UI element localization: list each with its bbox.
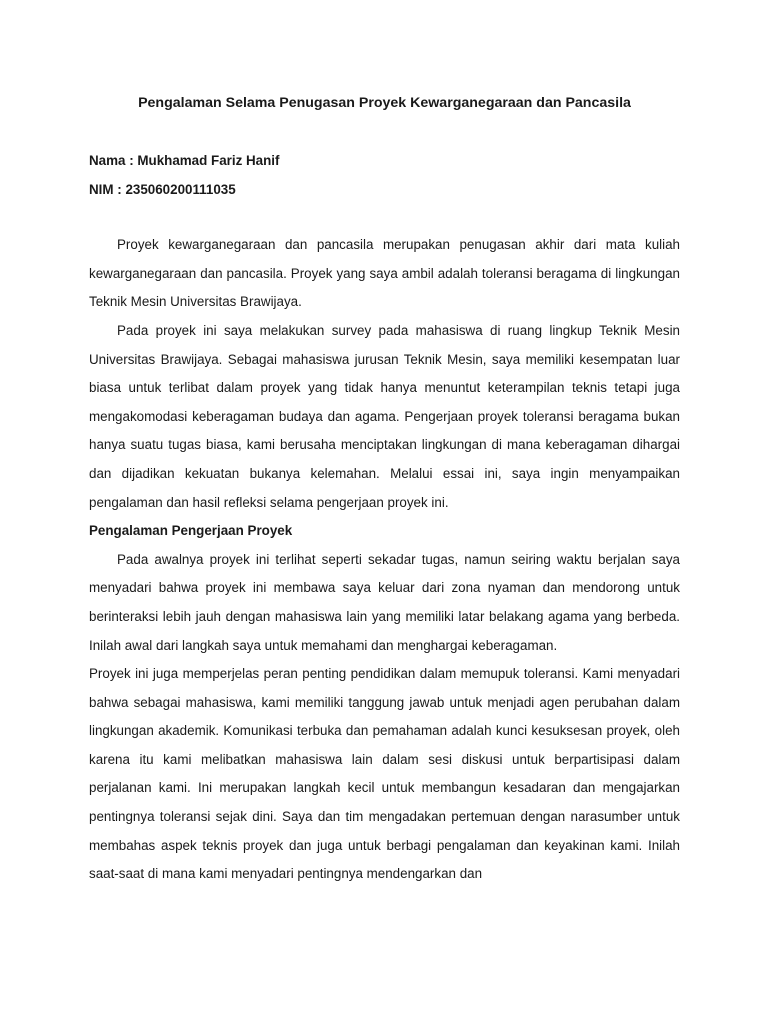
student-id: NIM : 235060200111035 xyxy=(89,181,236,197)
paragraph-survey: Pada proyek ini saya melakukan survey pada mahasiswa di ruang lingkup Teknik Mesin Universitas Brawijaya. Sebagai mahasiswa jurusan Teknik Mesin, saya memiliki kesempatan luar biasa untuk terlibat dalam proyek yang tidak hanya menuntut keterampilan teknis tetapi juga mengakomodasi keberagaman budaya dan agama. Pengerjaan proyek toleransi beragama bukan hanya suatu tugas biasa, kami berusaha menciptakan lingkungan di mana keberagaman dihargai dan dijadikan kekuatan bukanya kelemahan. Melalui essai ini, saya ingin menyampaikan pengalaman dan hasil refleksi selama pengerjaan proyek ini. xyxy=(89,322,680,510)
document-content xyxy=(89,89,680,889)
author-name: Nama : Mukhamad Fariz Hanif xyxy=(89,153,280,168)
section-heading: Pengalaman Pengerjaan Proyek xyxy=(89,523,293,539)
author-info xyxy=(89,147,680,204)
paragraph-intro: Proyek kewarganegaraan dan pancasila merupakan penugasan akhir dari mata kuliah kewarganegaraan dan pancasila. Proyek yang saya ambil adalah toleransi beragama di lingkungan Teknik Mesin Universitas Brawijaya. xyxy=(89,237,680,310)
paragraph-experience: Pada awalnya proyek ini terlihat seperti sekadar tugas, namun seiring waktu berjalan saya menyadari bahwa proyek ini membawa saya keluar dari zona nyaman dan mendorong untuk berinteraksi lebih jauh dengan mahasiswa lain yang memiliki latar belakang agama yang berbeda. Inilah awal dari langkah saya untuk memahami dan menghargai keberagaman. xyxy=(89,551,680,653)
paragraph-education: Proyek ini juga memperjelas peran penting pendidikan dalam memupuk toleransi. Kami menyadari bahwa sebagai mahasiswa, kami memiliki tanggung jawab untuk menjadi agen perubahan dalam lingkungan akademik. Komunikasi terbuka dan pemahaman adalah kunci kesuksesan proyek, oleh karena itu kami melibatkan mahasiswa lain dalam sesi diskusi untuk berpartisipasi dalam perjalanan kami. Ini merupakan langkah kecil untuk membangun kesadaran dan mengajarkan pentingnya toleransi sejak dini. Saya dan tim mengadakan pertemuan dengan narasumber untuk membahas aspek teknis proyek dan juga untuk berbagi pengalaman dan keyakinan kami. Inilah saat-saat di mana kami menyadari pentingnya mendengarkan dan xyxy=(89,666,680,882)
document-title: Pengalaman Selama Penugasan Proyek Kewarganegaraan dan Pancasila xyxy=(138,95,631,111)
